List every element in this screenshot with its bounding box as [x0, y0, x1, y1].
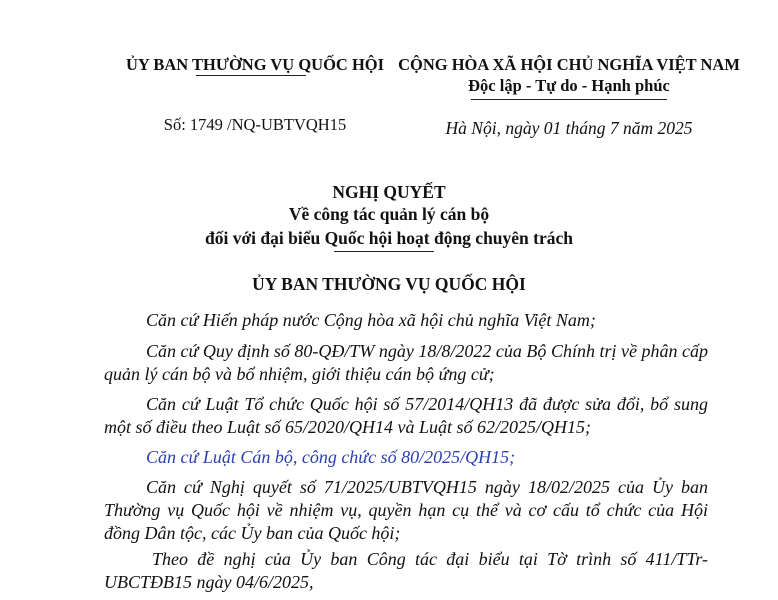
organization-underline [196, 75, 306, 76]
place-and-date: Hà Nội, ngày 01 tháng 7 năm 2025 [445, 118, 693, 138]
legal-basis-regulation-80: Căn cứ Quy định số 80-QĐ/TW ngày 18/8/2022 của Bộ Chính trị về phân cấp quản lý cán bộ và bổ nhiệm, giới thiệu cán bộ ứng cử; [104, 341, 708, 384]
legal-basis-resolution-71: Căn cứ Nghị quyết số 71/2025/UBTVQH15 ngày 18/02/2025 của Ủy ban Thường vụ Quốc hội về nhiệm vụ, quyền hạn cụ thể và cơ cấu tổ chức của Hội đồng Dân tộc, các Ủy ban của Quốc hội; [104, 477, 708, 543]
document-subject-line-2: đối với đại biểu Quốc hội hoạt động chuyên trách [204, 228, 574, 248]
title-underline [334, 251, 434, 252]
motto-underline [471, 99, 667, 100]
legal-basis-constitution: Căn cứ Hiến pháp nước Cộng hòa xã hội chủ nghĩa Việt Nam; [146, 310, 596, 330]
issuing-organization: ỦY BAN THƯỜNG VỤ QUỐC HỘI [125, 55, 385, 74]
national-title: CỘNG HÒA XÃ HỘI CHỦ NGHĨA VIỆT NAM [398, 55, 740, 74]
issuing-body-heading: ỦY BAN THƯỜNG VỤ QUỐC HỘI [252, 274, 526, 294]
national-motto: Độc lập - Tự do - Hạnh phúc [468, 76, 670, 95]
document-number: Số: 1749 /NQ-UBTVQH15 [163, 115, 347, 134]
legal-basis-national-assembly-law: Căn cứ Luật Tổ chức Quốc hội số 57/2014/QH13 đã được sửa đổi, bổ sung một số điều theo Luật số 65/2020/QH14 và Luật số 62/2025/QH15; [104, 394, 708, 437]
document-type: NGHỊ QUYẾT [332, 182, 446, 202]
legal-basis-civil-servants-law: Căn cứ Luật Cán bộ, công chức số 80/2025/QH15; [146, 447, 516, 467]
legal-basis-proposal: Theo đề nghị của Ủy ban Công tác đại biểu tại Tờ trình số 411/TTr-UBCTĐB15 ngày 04/6/2025, [104, 549, 708, 592]
document-subject-line-1: Về công tác quản lý cán bộ [288, 204, 490, 224]
